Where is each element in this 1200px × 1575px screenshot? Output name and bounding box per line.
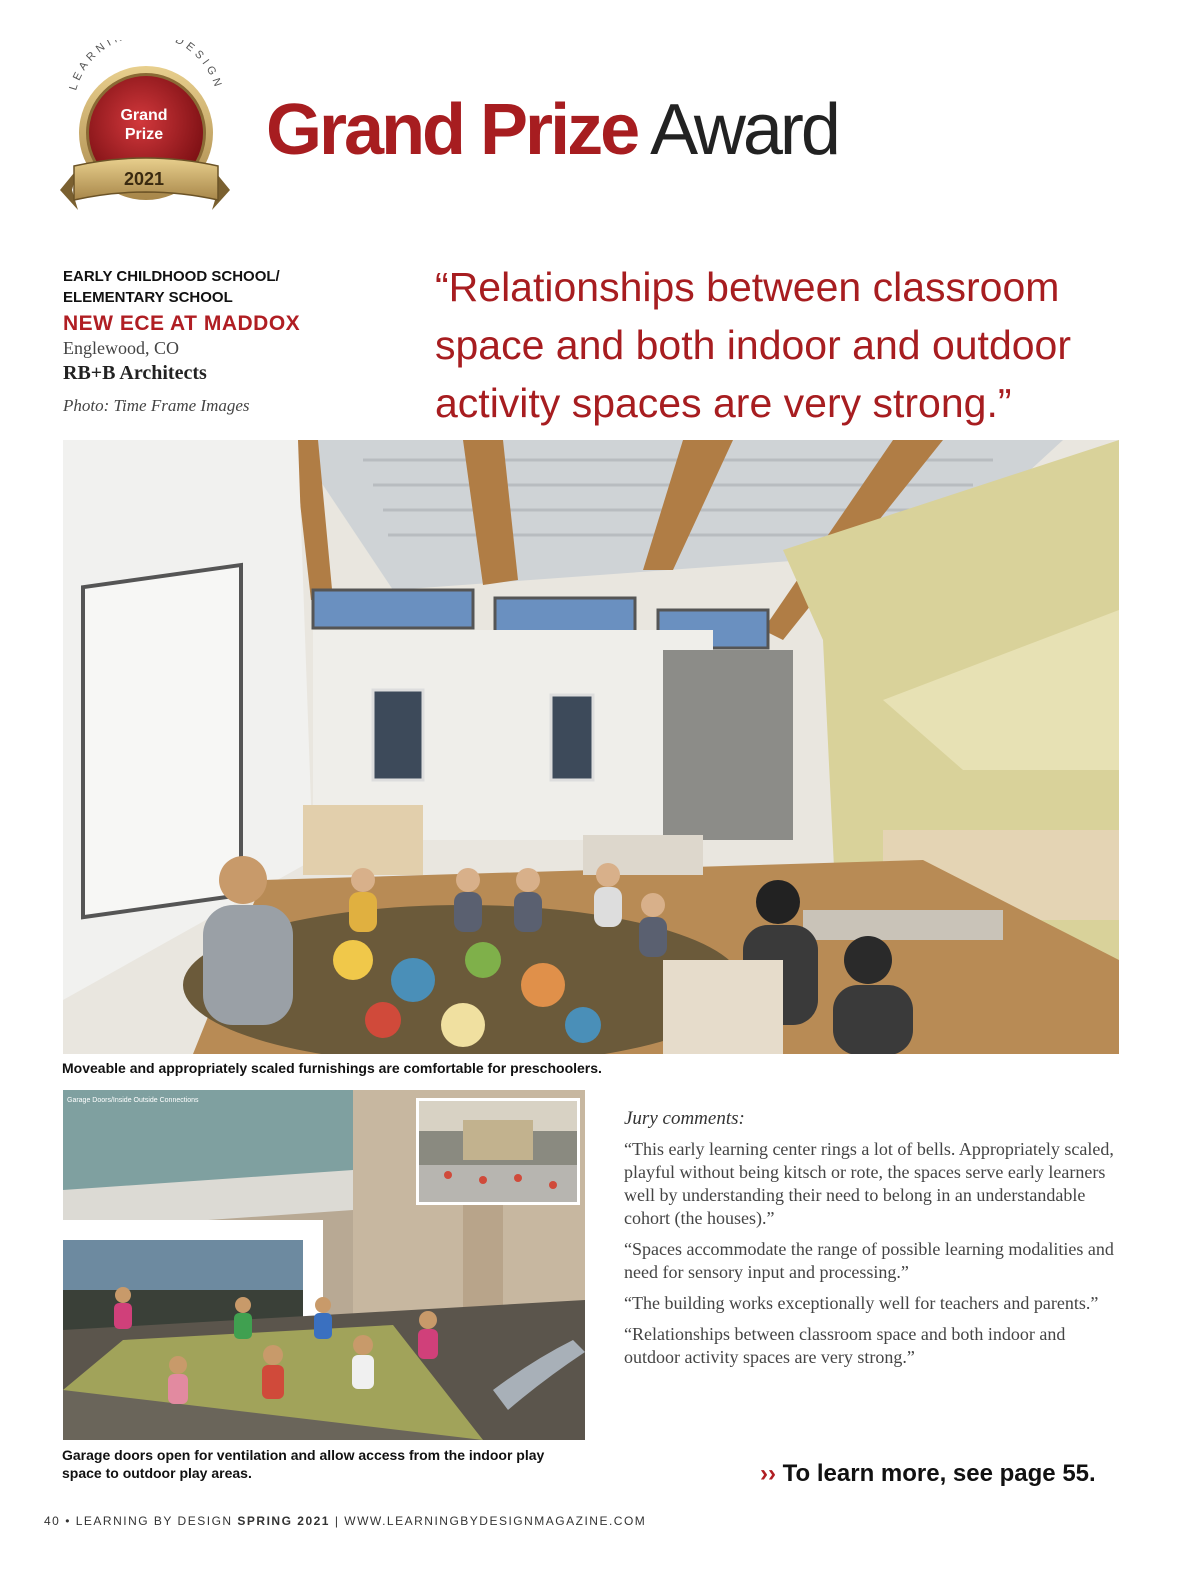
chevron-right-icon: ›› (760, 1460, 776, 1487)
award-badge (50, 40, 240, 220)
category-line-2: ELEMENTARY SCHOOL (63, 289, 233, 306)
play-space-photo (63, 1090, 585, 1440)
page-footer (44, 1514, 646, 1528)
title-light: Award (650, 90, 838, 170)
jury-comment: “This early learning center rings a lot of bells. Appropriately scaled, playful without being kitsch or rote, the spaces serve early learners well by understanding their need to belong in an understandable cohort (the houses).” (624, 1139, 1114, 1228)
title-strong: Grand Prize (266, 90, 638, 170)
second-photo-caption: Garage doors open for ventilation and allow access from the indoor play space to outdoor play areas. (62, 1447, 545, 1481)
svg-text:Prize: Prize (124, 126, 164, 143)
classroom-photo (63, 440, 1119, 1054)
jury-comment: “Relationships between classroom space and both indoor and outdoor activity spaces are very strong.” (624, 1324, 1066, 1367)
project-location: Englewood, CO (63, 338, 179, 358)
bullet-separator: • (65, 1514, 76, 1528)
architect-firm: RB+B Architects (63, 362, 207, 384)
jury-comment: “Spaces accommodate the range of possible learning modalities and need for sensory input and processing.” (624, 1239, 1114, 1282)
svg-text:Grand: Grand (120, 107, 168, 124)
page-title (266, 88, 838, 172)
jury-comment: “The building works exceptionally well for teachers and parents.” (624, 1293, 1099, 1313)
footer-issue: SPRING 2021 (237, 1514, 330, 1528)
pull-quote: “Relationships between classroom space and both indoor and outdoor activity spaces are very strong.” (435, 264, 1072, 426)
main-photo-caption: Moveable and appropriately scaled furnishings are comfortable for preschoolers. (62, 1060, 602, 1076)
grand-prize-seal-icon (50, 40, 240, 220)
photo-credit: Photo: Time Frame Images (63, 396, 250, 415)
project-name: NEW ECE AT MADDOX (63, 312, 301, 335)
project-info (63, 266, 393, 416)
inset-label: Garage Doors/Inside Outside Connections (67, 1097, 199, 1104)
play-space-image (63, 1090, 585, 1440)
jury-comments (624, 1108, 1124, 1377)
category-line-1: EARLY CHILDHOOD SCHOOL/ (63, 268, 280, 285)
jury-heading: Jury comments: (624, 1108, 745, 1129)
svg-text:LEARNING BY DESIGN: LEARNI DESIGN (67, 40, 225, 92)
learn-more-text: To learn more, see page 55. (782, 1460, 1096, 1487)
page-number: 40 (44, 1514, 61, 1528)
footer-url: WWW.LEARNINGBYDESIGNMAGAZINE.COM (344, 1514, 647, 1528)
learn-more-link[interactable] (760, 1460, 1096, 1488)
footer-magazine: LEARNING BY DESIGN (75, 1514, 233, 1528)
classroom-image (63, 440, 1119, 1054)
svg-text:2021: 2021 (123, 169, 165, 189)
footer-separator: | (334, 1514, 340, 1528)
